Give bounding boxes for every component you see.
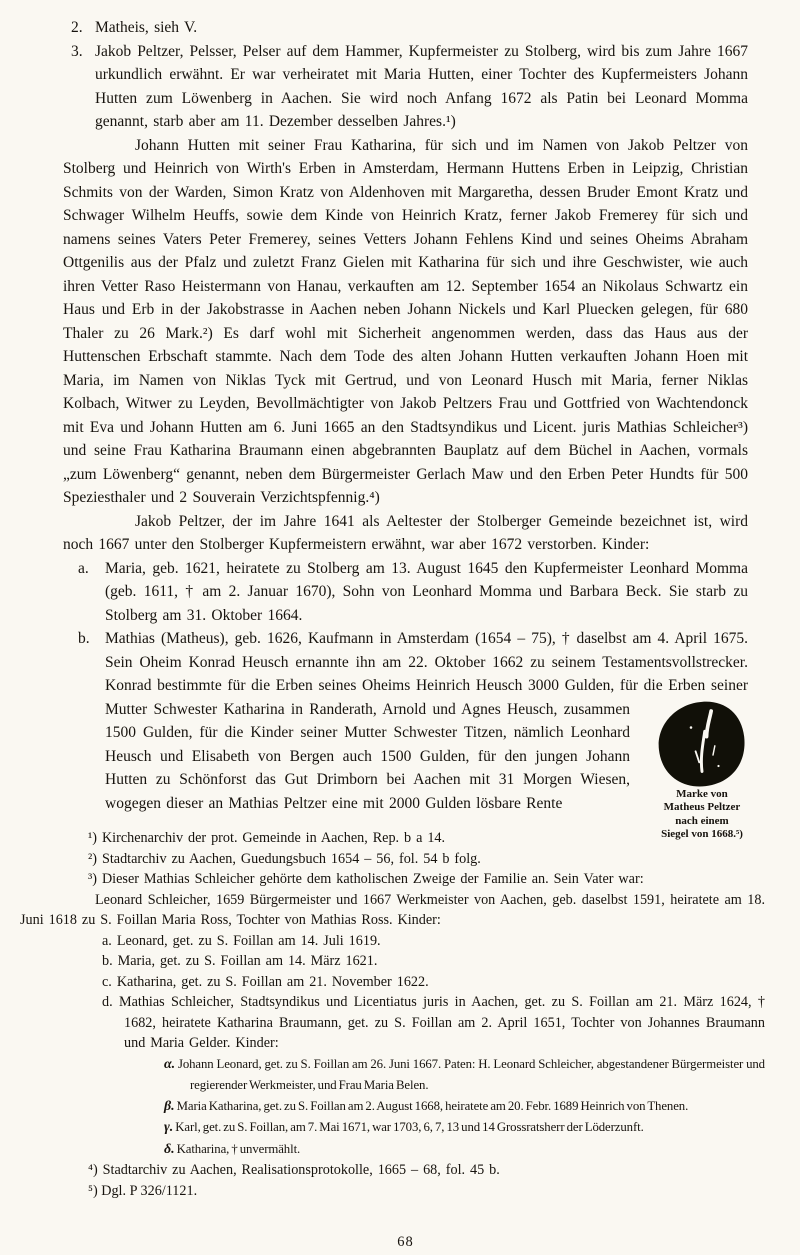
- grandchild-gamma-text: Karl, get. zu S. Foillan, am 7. Mai 1671, war 1703, 6, 7, 13 und 14 Grossratsherr der Löderzunft.: [175, 1120, 644, 1134]
- footnote-3: [20, 869, 765, 890]
- footnote-3-child-a: [20, 931, 765, 952]
- footnote-3-child-a-text: Leonard, get. zu S. Foillan am 14. Juli 1619.: [116, 932, 381, 949]
- grandchild-delta-marker: δ.: [164, 1141, 175, 1157]
- paragraph-hutten-sale: [63, 134, 748, 510]
- seal-caption-line-1: Marke von: [676, 787, 728, 800]
- footnote-3-grandchild-delta: [20, 1139, 765, 1161]
- child-b-text-part1: Mathias (Matheus), geb. 1626, Kaufmann in Amsterdam (1654 – 75), † daselbst am 4. April 1675. Sein Oheim Konrad Heusch ernannte ihn am 22. Oktober 1662 zu seinem Testamentsvollstrecker. Konrad bestimmte für die Erben seines Oheims Heinrich Heusch 3000 Gulden, für die Erben: [105, 630, 748, 694]
- paragraph-hutten-sale-text: Johann Hutten mit seiner Frau Katharina, für sich und im Namen von Jakob Peltzer von Stolberg und Heinrich von Wirth's Erben in Amsterdam, Hermann Huttens Erben in Leipzig, Christian Schmits von der Warden, Simon Kratz von Aldenhoven mit Margaretha, dessen Bruder Emont Kratz und Schwager Wilhelm Heuffs, sowie dem Kinde von Heinrich Kratz, ferner Jakob Fremerey für sich und namens seines Vaters Peter Fremerey, seines Vetters Johann Fehlens Kind und seines Oheims Abraham Ottgenilis aus der Pfalz und zuletzt Franz Gielen mit Katharina für sich und ihre Geschwister, wie auch ihren Vetter Raso Heistermann von Hanau, verkauften am 12. September 1654 an Nikolaus Schwartz ein Haus und Erb in der Jakobstrasse in Aachen neben Johann Nickels und Karl Pluecken gelegen, für 680 Thaler zu 26 Mark.²) Es darf wohl mit Sicherheit angenommen werden, dass das Haus aus der Huttenschen Erbschaft stammte. Nach dem Tode des alten Johann Hutten verkauften Johann Hoen mit Maria, im Namen von Niklas Tyck mit Gertrud, und von Leonard Husch mit Maria, ferner Niklas Kolbach, Witwer zu Leyden, Bevollmächtigter von Jakob Peltzers Frau und Gottfried von Wachtendonck mit Eva und Johann Hutten am 6. Juni 1665 an den Stadtsyndikus und Licent. juris Mathias Schleicher³) und seine Frau Katharina Braumann einen abgebrannten Bauplatz auf dem Büchel in Aachen, vormals „zum Löwenberg“ genannt, neben dem Bürgermeister Gerlach Maw und den Erben Peter Hundts für 500 Speziesthaler und 2 Souverain Verzichtspfennig.⁴): [63, 136, 748, 506]
- grandchild-gamma-marker: γ.: [164, 1120, 174, 1135]
- footnote-3-continuation: [20, 890, 765, 931]
- item-3-marker: 3.: [71, 42, 83, 60]
- footnote-3-child-d-text: Mathias Schleicher, Stadtsyndikus und Licentiatus juris in Aachen, get. zu S. Foillan am 21. März 1624, † 1682, heiratete Katharina Braumann, get. zu S. Foillan am 2. April 1651, Tochter von Johannes Braumann und Maria Gelder. Kinder:: [118, 994, 765, 1051]
- footnote-3-child-c: [20, 972, 765, 993]
- paragraph-jakob-summary-text: Jakob Peltzer, der im Jahre 1641 als Aeltester der Stolberger Gemeinde bezeichnet ist, wird noch 1667 unter den Stolberger Kupfermeistern erwähnt, war aber 1672 verstorben. Kinder:: [63, 512, 748, 553]
- footnote-5-marker: ⁵): [88, 1182, 98, 1199]
- item-2-text: Matheis, sieh V.: [95, 19, 198, 36]
- footnotes-section: [20, 828, 765, 1201]
- footnote-5-text: Dgl. P 326/1121.: [101, 1182, 198, 1199]
- footnote-3-child-c-text: Katharina, get. zu S. Foillan am 21. November 1622.: [116, 973, 429, 990]
- numbered-item-3: [63, 40, 748, 134]
- seal-caption-line-3: nach einem: [675, 814, 729, 827]
- footnote-3-child-b-marker: b.: [102, 953, 113, 969]
- footnote-3-marker: ³): [88, 871, 97, 887]
- footnote-3-grandchild-alpha: [20, 1054, 765, 1096]
- footnote-2-marker: ²): [88, 850, 97, 867]
- child-b-marker: b.: [78, 630, 90, 647]
- footnote-4-marker: ⁴): [88, 1162, 98, 1178]
- footnote-2-text: Stadtarchiv zu Aachen, Guedungsbuch 1654 – 56, fol. 54 b folg.: [101, 850, 481, 867]
- seal-caption-line-4: Siegel von 1668.⁵): [661, 828, 743, 840]
- grandchild-beta-marker: β.: [164, 1098, 175, 1114]
- footnote-3-child-b-text: Maria, get. zu S. Foillan am 14. März 1621.: [117, 953, 378, 969]
- grandchild-delta-text: Katharina, † unvermählt.: [176, 1141, 301, 1156]
- item-3-text: Jakob Peltzer, Pelsser, Pelser auf dem Hammer, Kupfermeister zu Stolberg, wird bis zum Jahre 1667 urkundlich erwähnt. Er war verheiratet mit Maria Hutten, einer Tochter des Kupfermeisters Johann Hutten zum Löwenberg in Aachen. Sie wird noch Anfang 1672 als Patin bei Leonard Momma genannt, starb aber am 11. Dezember desselben Jahres.¹): [95, 42, 748, 130]
- footnote-3-child-a-marker: a.: [102, 932, 112, 949]
- footnote-2: [20, 849, 765, 870]
- footnote-4-text: Stadtarchiv zu Aachen, Realisationsprotokolle, 1665 – 68, fol. 45 b.: [102, 1162, 500, 1178]
- seal-caption: [642, 788, 762, 842]
- footnote-4: [20, 1160, 765, 1181]
- footnote-3-grandchild-gamma: [20, 1117, 765, 1139]
- item-2-marker: 2.: [71, 19, 83, 36]
- footnote-3-child-d-marker: d.: [102, 994, 113, 1010]
- footnote-5: [20, 1181, 765, 1202]
- paragraph-jakob-summary: [63, 510, 748, 557]
- footnote-3-continuation-text: Leonard Schleicher, 1659 Bürgermeister und 1667 Werkmeister von Aachen, geb. daselbst 1591, heiratete am 18. Juni 1618 zu S. Foillan Maria Ross, Tochter von Mathias Ross. Kinder:: [20, 891, 765, 928]
- footnote-3-text: Dieser Mathias Schleicher gehörte dem katholischen Zweige der Familie an. Sein Vater war:: [101, 871, 644, 887]
- seal-caption-line-2: Matheus Peltzer: [663, 801, 741, 813]
- grandchild-alpha-text: Johann Leonard, get. zu S. Foillan am 26. Juni 1667. Paten: H. Leonard Schleicher, abgestandener Bürgermeister und regierender Werkmeister, und Frau Maria Belen.: [177, 1056, 765, 1092]
- footnote-3-child-d: [20, 992, 765, 1054]
- seal-block: [642, 700, 762, 842]
- footnote-1-marker: ¹): [88, 830, 97, 846]
- grandchild-alpha-marker: α.: [164, 1056, 176, 1072]
- grandchild-beta-text: Maria Katharina, get. zu S. Foillan am 2. August 1668, heiratete am 20. Febr. 1689 Heinrich von Thenen.: [176, 1098, 689, 1113]
- seal-image: [656, 700, 748, 788]
- footnote-3-grandchild-beta: [20, 1096, 765, 1118]
- child-a-marker: a.: [78, 559, 89, 577]
- footnote-1-text: Kirchenarchiv der prot. Gemeinde in Aachen, Rep. b a 14.: [101, 830, 446, 846]
- numbered-item-2: [63, 16, 748, 40]
- child-b-text-part2: seiner Mutter Schwester Katharina in Randerath, Arnold und Agnes Heusch, zusammen 1500 Gulden, für die Kinder seiner Mutter Schwester Titzen, nämlich Leonhard Heusch und Elisabeth von Bergen auch 1500 Gulden, für den jungen Johann Hutten zu Schönforst das Gut Drimborn bei Aachen mit 31 Morgen Wiesen, wogegen dieser an Mathias Peltzer eine mit 2000 Gulden lösbare Rente: [105, 677, 748, 812]
- child-item-a: [63, 557, 748, 628]
- footnote-3-child-c-marker: c.: [102, 973, 112, 990]
- page-number: 68: [397, 1234, 414, 1250]
- footnote-3-child-b: [20, 951, 765, 972]
- child-a-text: Maria, geb. 1621, heiratete zu Stolberg am 13. August 1645 den Kupfermeister Leonhard Momma (geb. 1611, † am 2. Januar 1670), Sohn von Leonhard Momma und Barbara Beck. Sie starb zu Stolberg am 31. Oktober 1664.: [105, 559, 748, 624]
